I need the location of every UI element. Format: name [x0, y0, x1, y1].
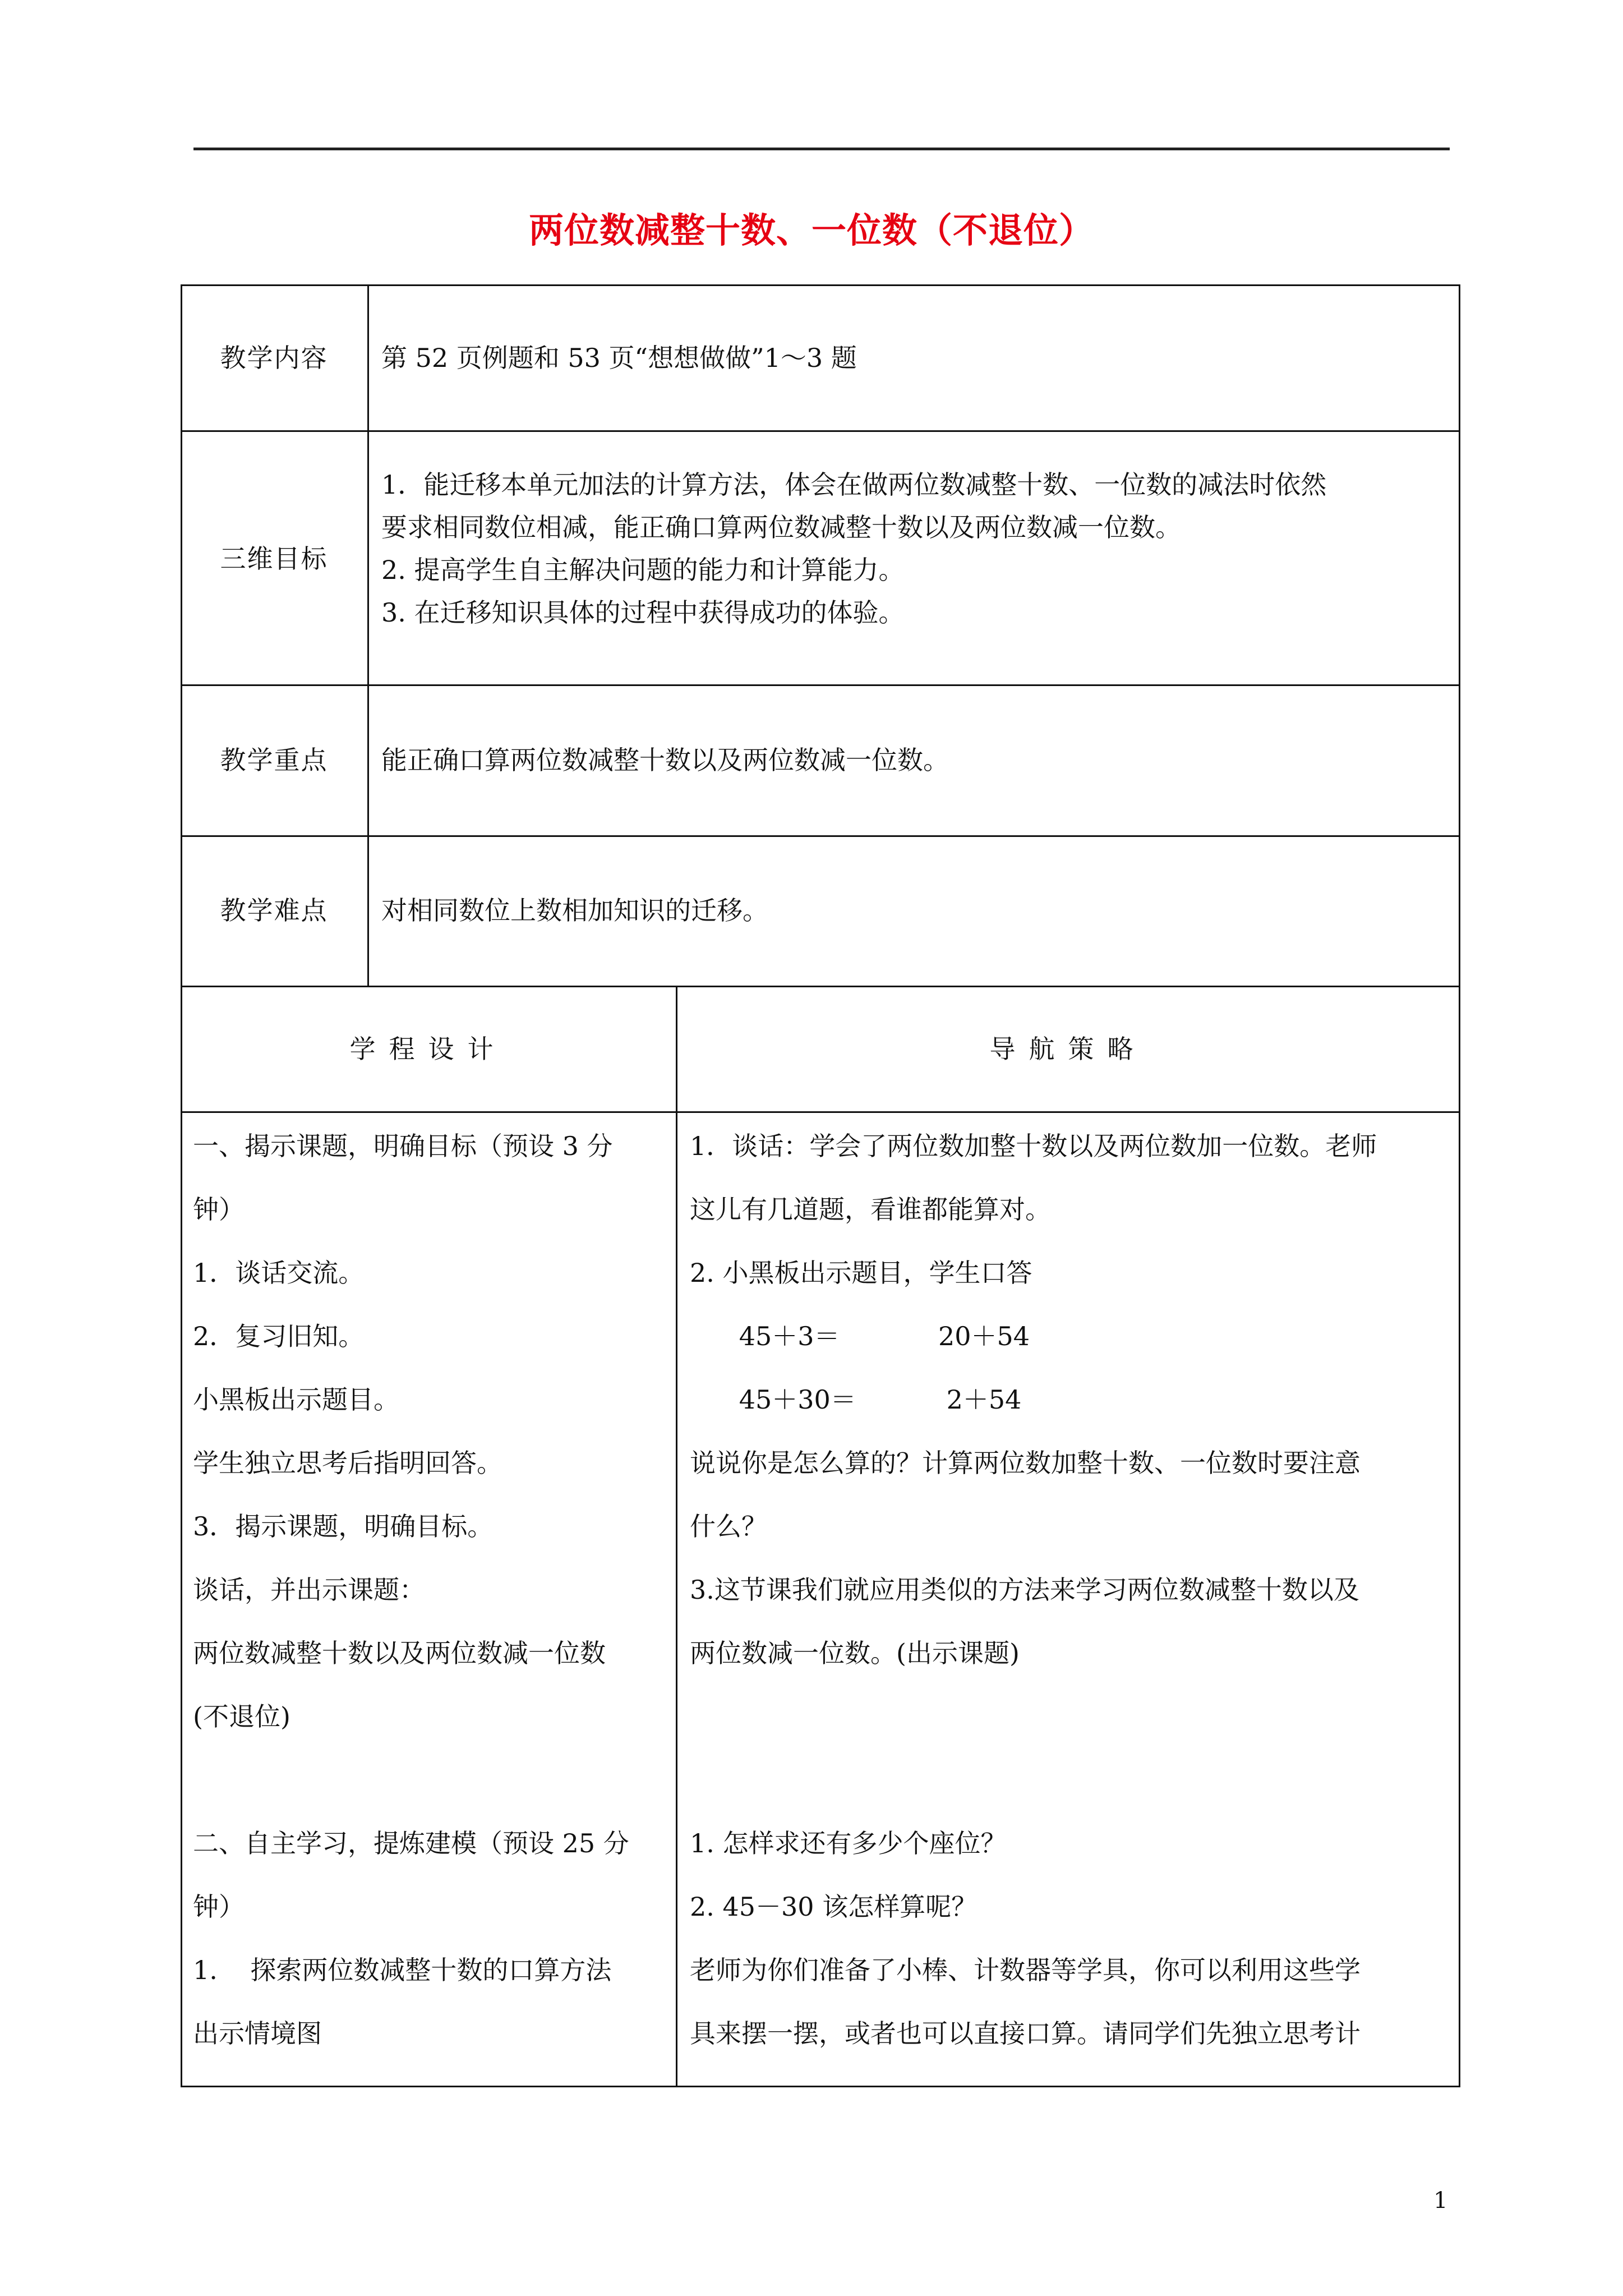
- row-value-content: 第 52 页例题和 53 页“想想做做”1～3 题: [381, 343, 857, 373]
- text-line: 什么？: [690, 1511, 767, 1542]
- table-border-right: [1459, 284, 1460, 2087]
- text-line: 一、揭示课题，明确目标（预设 3 分: [193, 1131, 613, 1161]
- row-divider: [181, 835, 1460, 837]
- text-line: 45＋3＝ 20＋54: [690, 1321, 1030, 1351]
- text-line: 2. 小黑板出示题目，学生口答: [690, 1258, 1032, 1288]
- row-value-difficulty: 对相同数位上数相加知识的迁移。: [381, 895, 768, 926]
- text-line: 2. 45－30 该怎样算呢？: [690, 1892, 978, 1922]
- goal-line: 1．能迁移本单元加法的计算方法，体会在做两位数减整十数、一位数的减法时依然: [381, 470, 1327, 500]
- text-line: 小黑板出示题目。: [193, 1384, 399, 1415]
- goal-line: 2. 提高学生自主解决问题的能力和计算能力。: [381, 555, 905, 585]
- row-divider: [181, 1111, 1460, 1113]
- text-line: (不退位): [193, 1701, 291, 1732]
- text-line: 学生独立思考后指明回答。: [193, 1448, 502, 1478]
- column-header-strategy: 导航策略: [989, 1034, 1147, 1064]
- goal-line: 要求相同数位相减，能正确口算两位数减整十数以及两位数减一位数。: [381, 512, 1181, 542]
- column-header-design: 学程设计: [349, 1034, 507, 1064]
- row-label-content: 教学内容: [220, 343, 328, 373]
- text-line: 钟）: [193, 1194, 245, 1225]
- text-line: 2．复习旧知。: [193, 1321, 365, 1351]
- table-border-bottom: [181, 2086, 1460, 2087]
- page-number: 1: [1433, 2188, 1448, 2214]
- text-line: 1. 怎样求还有多少个座位？: [690, 1828, 1007, 1858]
- text-line: [193, 1749, 670, 1812]
- text-line: 3．揭示课题，明确目标。: [193, 1511, 494, 1542]
- row-value-key-point: 能正确口算两位数减整十数以及两位数减一位数。: [381, 745, 949, 775]
- lesson-plan-table: [181, 284, 1460, 2087]
- goal-line: 3. 在迁移知识具体的过程中获得成功的体验。: [381, 597, 905, 628]
- text-line: 两位数减一位数。(出示课题): [690, 1638, 1020, 1668]
- text-line: 45＋30＝ 2＋54: [690, 1384, 1022, 1415]
- text-line: 3.这节课我们就应用类似的方法来学习两位数减整十数以及: [690, 1575, 1359, 1605]
- text-line: 两位数减整十数以及两位数减一位数: [193, 1638, 606, 1668]
- text-line: 1．谈话：学会了两位数加整十数以及两位数加一位数。老师: [690, 1131, 1377, 1161]
- header-rule: [193, 148, 1450, 150]
- left-column-content: [193, 1115, 670, 2065]
- text-line: 1．谈话交流。: [193, 1258, 365, 1288]
- row-label-difficulty: 教学难点: [220, 895, 328, 926]
- row-divider: [181, 430, 1460, 432]
- row-label-key-point: 教学重点: [220, 745, 328, 775]
- text-line: [690, 1685, 1453, 1749]
- row-value-goals: [369, 463, 1458, 634]
- text-line: 老师为你们准备了小棒、计数器等学具，你可以利用这些学: [690, 1955, 1361, 1985]
- text-line: 出示情境图: [193, 2018, 322, 2049]
- text-line: 谈话，并出示课题：: [193, 1575, 425, 1605]
- text-line: 钟）: [193, 1892, 245, 1922]
- column-divider: [676, 986, 677, 2087]
- text-line: [690, 1749, 1453, 1812]
- text-line: 二、自主学习，提炼建模（预设 25 分: [193, 1828, 629, 1858]
- row-divider: [181, 986, 1460, 987]
- text-line: 说说你是怎么算的？计算两位数加整十数、一位数时要注意: [690, 1448, 1361, 1478]
- text-line: 这儿有几道题，看谁都能算对。: [690, 1194, 1051, 1225]
- row-divider: [181, 684, 1460, 686]
- row-label-goals: 三维目标: [220, 544, 328, 574]
- text-line: 1. 探索两位数减整十数的口算方法: [193, 1955, 612, 1985]
- table-border-top: [181, 284, 1460, 286]
- text-line: 具来摆一摆，或者也可以直接口算。请同学们先独立思考计: [690, 2018, 1361, 2049]
- right-column-content: [690, 1115, 1453, 2065]
- page-title: 两位数减整十数、一位数（不退位）: [528, 210, 1094, 251]
